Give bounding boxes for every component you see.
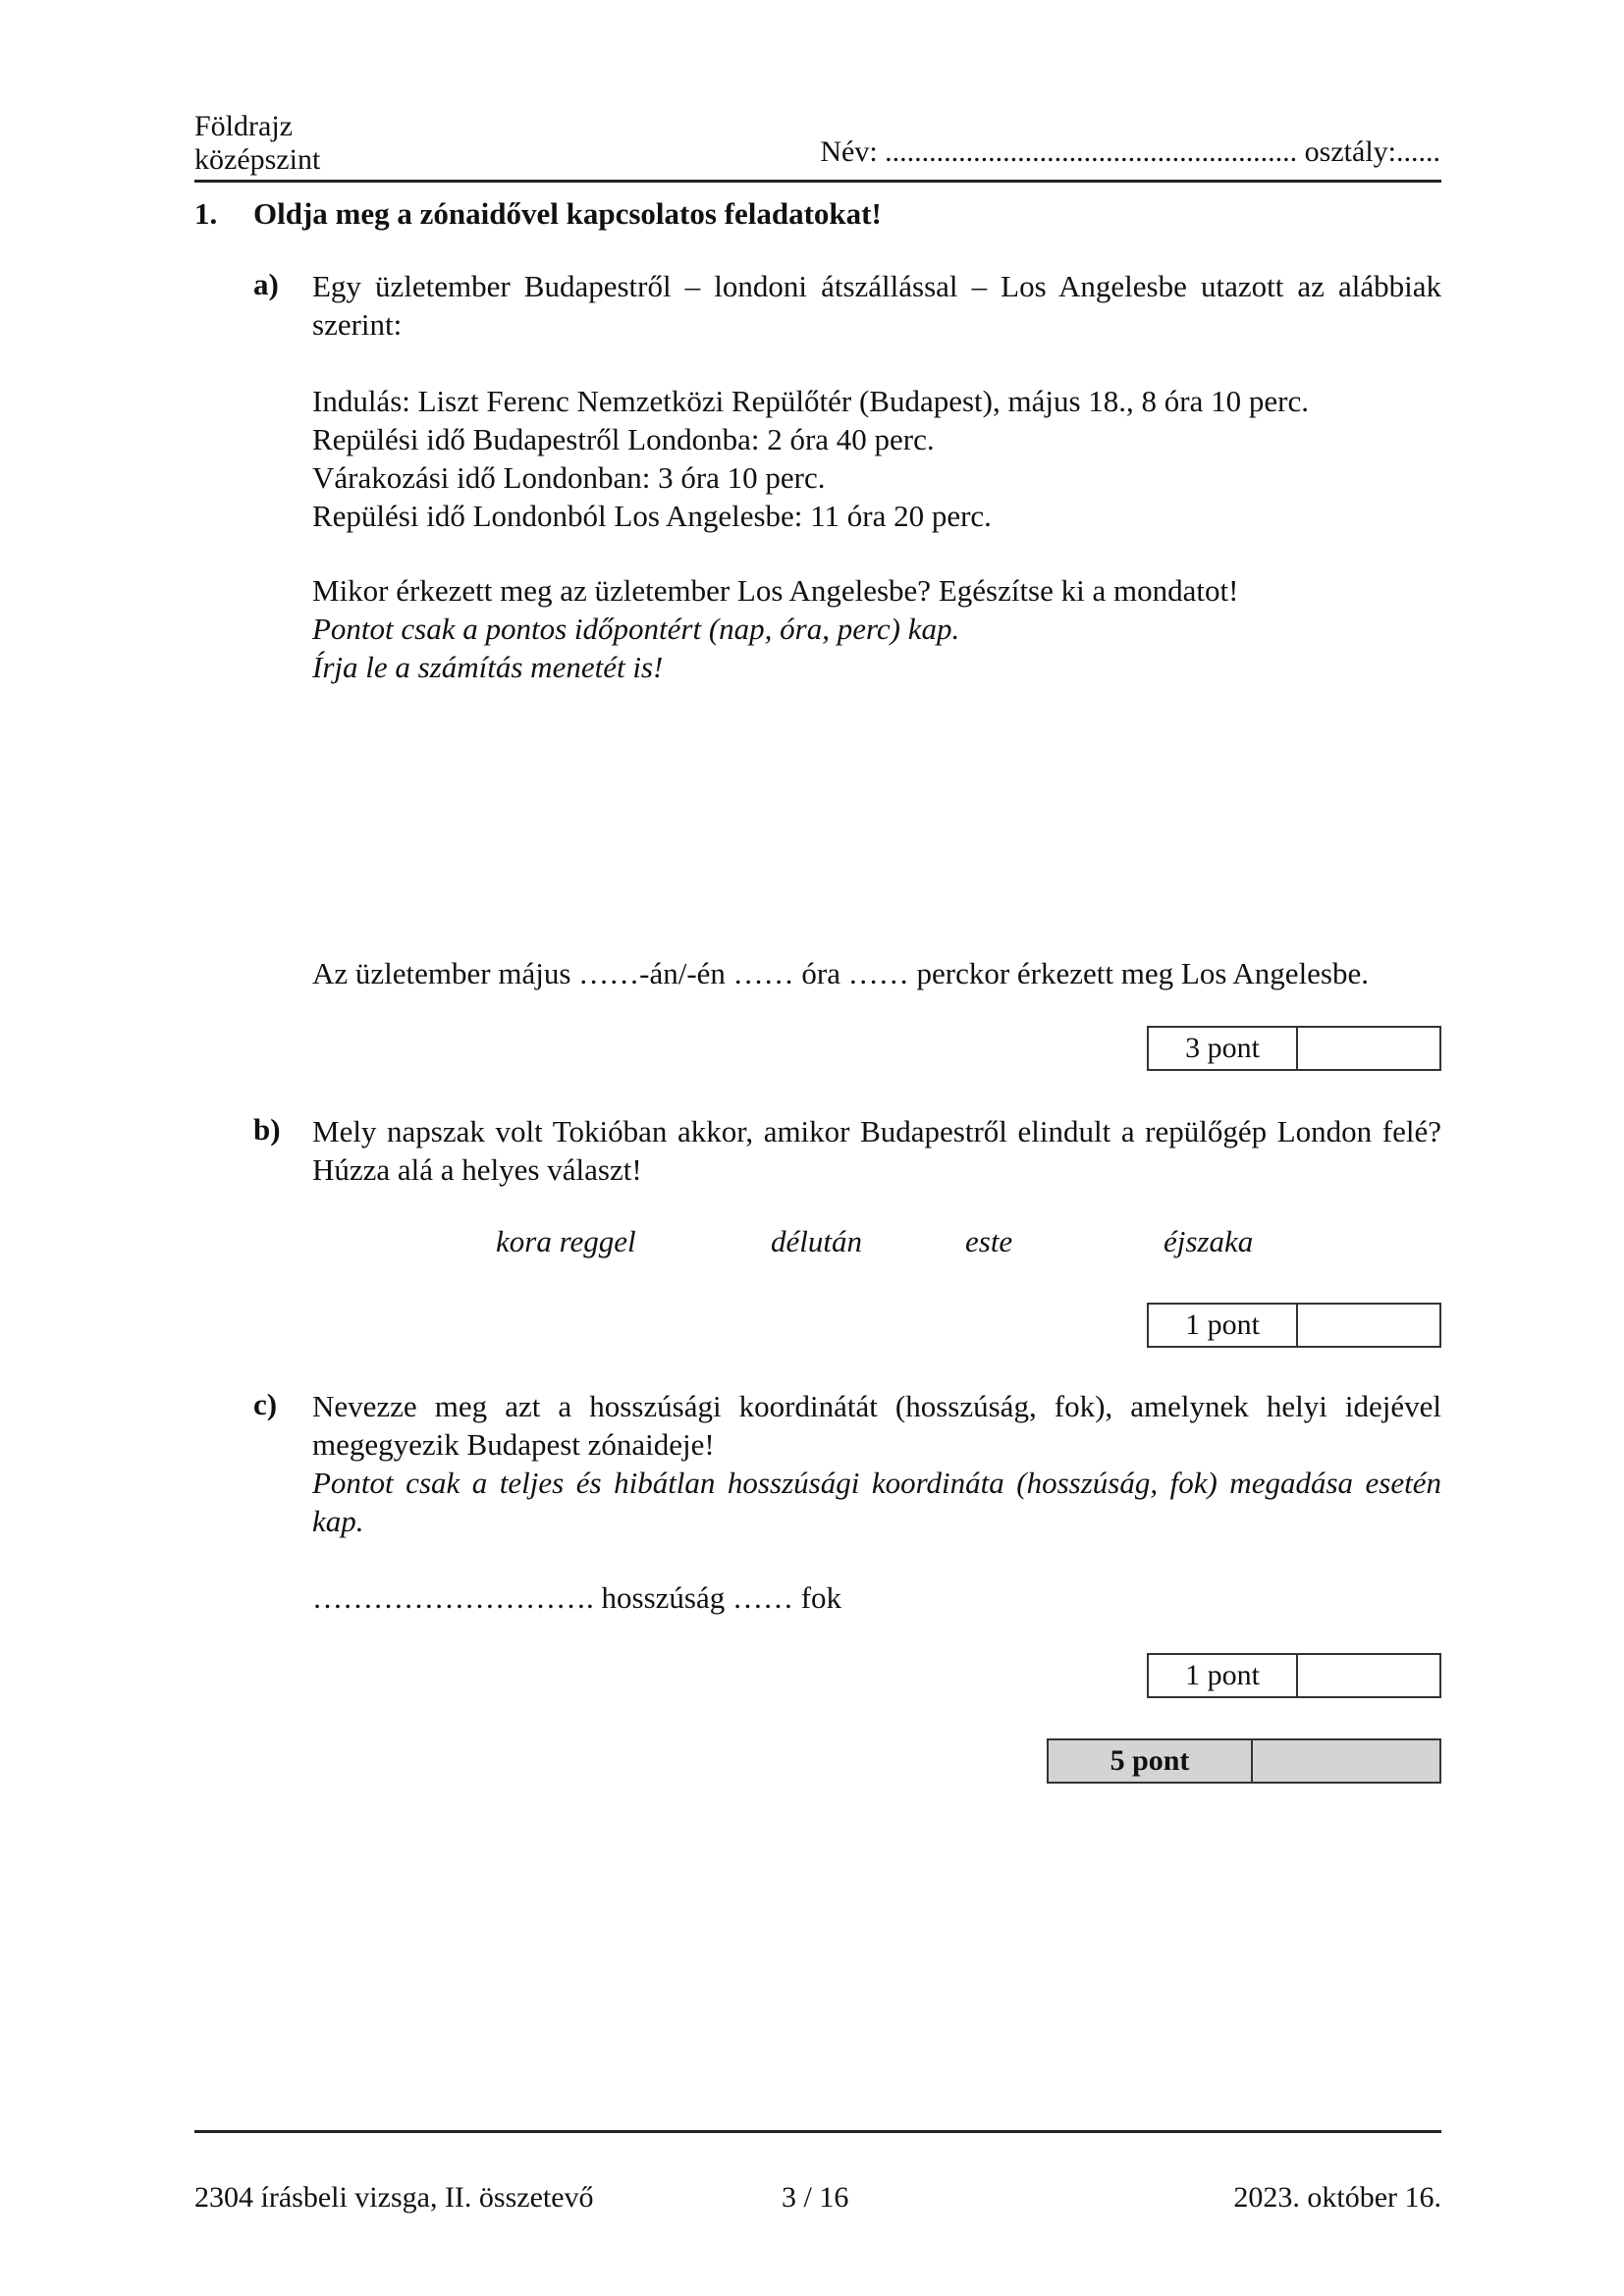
question-number: 1.: [194, 196, 218, 231]
part-b-points-box: [1147, 1303, 1441, 1348]
part-b-points-score-field[interactable]: [1298, 1305, 1439, 1346]
header-subject-block: [194, 110, 320, 177]
detail-flight-to-london: Repülési idő Budapestről Londonba: 2 óra 40 perc.: [312, 422, 935, 456]
option-delutan[interactable]: délután: [771, 1224, 862, 1258]
part-c-question: Nevezze meg azt a hosszúsági koordinátát (hosszúság, fok), amelynek helyi idejével megegyezik Budapest zónaideje!: [312, 1389, 1441, 1462]
part-a-note1: Pontot csak a pontos időpontért (nap, óra, perc) kap.: [312, 612, 960, 646]
part-a-points-label: 3 pont: [1149, 1028, 1298, 1069]
total-points-score-field[interactable]: [1253, 1740, 1439, 1782]
header-name-field: Név: ........................................................ osztály:......: [820, 135, 1440, 168]
footer-rule: [194, 2130, 1441, 2133]
question-title: Oldja meg a zónaidővel kapcsolatos feladatokat!: [253, 196, 882, 231]
detail-departure: Indulás: Liszt Ferenc Nemzetközi Repülőtér (Budapest), május 18., 8 óra 10 perc.: [312, 384, 1309, 418]
part-b-label: b): [253, 1112, 281, 1147]
part-a-points-score-field[interactable]: [1298, 1028, 1439, 1069]
header-level: középszint: [194, 143, 321, 176]
part-a-answer-sentence: Az üzletember május ……-án/-én …… óra …… perckor érkezett meg Los Angelesbe.: [312, 956, 1370, 990]
part-c-points-score-field[interactable]: [1298, 1655, 1439, 1696]
total-points-label: 5 pont: [1049, 1740, 1253, 1782]
detail-wait-london: Várakozási idő Londonban: 3 óra 10 perc.: [312, 460, 826, 495]
part-a-question: Mikor érkezett meg az üzletember Los Angelesbe? Egészítse ki a mondatot!: [312, 573, 1239, 608]
footer-exam: 2304 írásbeli vizsga, II. összetevő: [194, 2181, 594, 2214]
header-rule: [194, 180, 1441, 183]
part-b-question: Mely napszak volt Tokióban akkor, amikor Budapestről elindult a repülőgép London felé? Húzza alá a helyes választ!: [312, 1114, 1441, 1187]
footer-page-number: 3 / 16: [782, 2181, 849, 2214]
part-c-answer-line: ………………………. hosszúság …… fok: [312, 1580, 842, 1615]
option-kora-reggel[interactable]: kora reggel: [496, 1224, 636, 1258]
footer-date: 2023. október 16.: [1233, 2181, 1441, 2214]
part-a-question-block: [312, 571, 1441, 686]
part-a-note2: Írja le a számítás menetét is!: [312, 650, 664, 684]
part-a-details: [312, 382, 1441, 535]
total-points-box: [1047, 1738, 1441, 1784]
part-a-label: a): [253, 267, 279, 301]
part-c-points-label: 1 pont: [1149, 1655, 1298, 1696]
option-este[interactable]: este: [965, 1224, 1013, 1258]
detail-flight-to-la: Repülési idő Londonból Los Angelesbe: 11 óra 20 perc.: [312, 499, 992, 533]
part-b-points-label: 1 pont: [1149, 1305, 1298, 1346]
part-c-note: Pontot csak a teljes és hibátlan hosszúsági koordináta (hosszúság, fok) megadása esetén kap.: [312, 1466, 1441, 1538]
part-c-label: c): [253, 1387, 278, 1421]
part-c-points-box: [1147, 1653, 1441, 1698]
part-a-points-box: [1147, 1026, 1441, 1071]
option-ejszaka[interactable]: éjszaka: [1164, 1224, 1254, 1258]
header-subject: Földrajz: [194, 110, 293, 142]
part-a-intro: Egy üzletember Budapestről – londoni átszállással – Los Angelesbe utazott az alábbiak szerint:: [312, 269, 1441, 342]
